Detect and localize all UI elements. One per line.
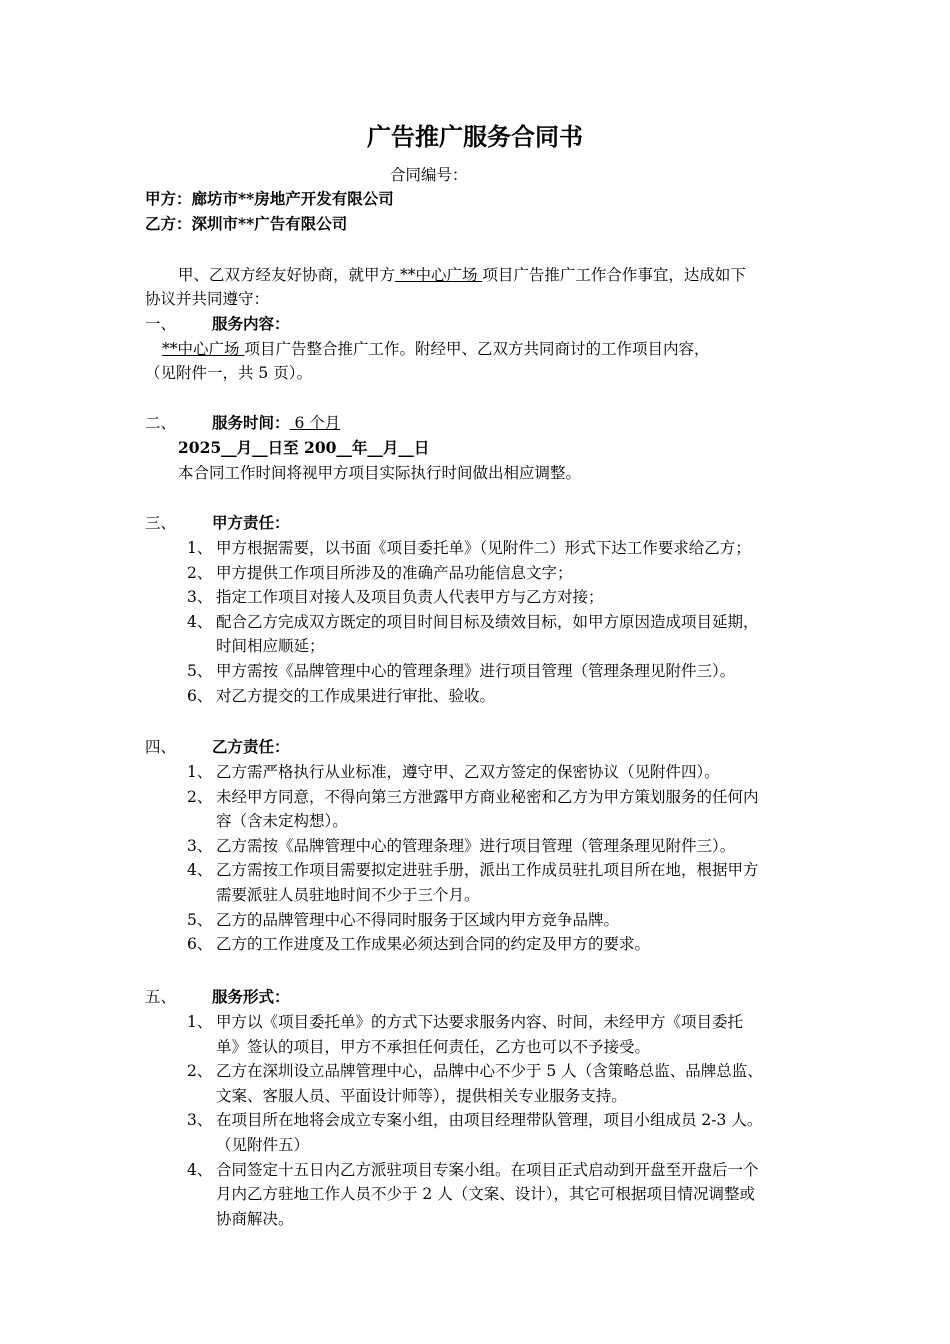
intro-project-name: **中心广场 (395, 266, 483, 284)
section-2-heading-label: 服务时间： (212, 413, 290, 432)
section-4-heading: 乙方责任： (212, 737, 290, 756)
s4-item-5-number: 5、 (187, 911, 213, 929)
s4-item-6-line-1: 乙方的工作进度及工作成果必须达到合同的约定及甲方的要求。 (216, 935, 651, 953)
s4-item-3-line-1: 乙方需按《品牌管理中心的管理条理》进行项目管理（管理条理见附件三）。 (216, 837, 736, 855)
s5-item-3-number: 3、 (187, 1111, 213, 1129)
party-a: 甲方：廊坊市**房地产开发有限公司 (145, 189, 394, 208)
section-5-heading: 服务形式： (212, 987, 290, 1006)
s5-item-4-line-2: 月内乙方驻地工作人员不少于 2 人（文案、设计），其它可根据项目情况调整或 (216, 1185, 755, 1203)
section-4-number: 四、 (145, 738, 177, 756)
s4-item-1-number: 1、 (187, 763, 213, 781)
service-dates: 2025__月__日至 200__年__月__日 (178, 438, 430, 457)
s3-item-2-number: 2、 (187, 564, 213, 582)
intro-paragraph-line2: 协议并共同遵守： (145, 290, 270, 308)
s3-item-6-line-1: 对乙方提交的工作成果进行审批、验收。 (216, 687, 496, 705)
party-b: 乙方：深圳市**广告有限公司 (145, 214, 348, 233)
s4-item-4-number: 4、 (187, 861, 213, 879)
s5-item-1-line-2: 单》签认的项目，甲方不承担任何责任，乙方也可以不予接受。 (216, 1038, 651, 1056)
s3-item-2-line-1: 甲方提供工作项目所涉及的准确产品功能信息文字； (216, 564, 573, 582)
s5-item-3-line-2: （见附件五） (216, 1136, 310, 1154)
s4-item-4-line-2: 需要派驻人员驻地时间不少于三个月。 (216, 886, 480, 904)
s5-item-4-line-1: 合同签定十五日内乙方派驻项目专案小组。在项目正式启动到开盘至开盘后一个 (216, 1161, 759, 1179)
service-duration: 6 个月 (289, 414, 341, 432)
section-2-number: 二、 (145, 414, 177, 432)
s3-item-6-number: 6、 (187, 687, 213, 705)
section-1-heading: 服务内容： (212, 314, 290, 333)
s5-item-2-line-1: 乙方在深圳设立品牌管理中心，品牌中心不少于 5 人（含策略总监、品牌总监、 (216, 1062, 763, 1080)
s4-item-2-line-2: 容（含未定构想）。 (216, 812, 348, 830)
section-3-heading: 甲方责任： (212, 513, 290, 532)
s5-item-1-line-1: 甲方以《项目委托单》的方式下达要求服务内容、时间，未经甲方《项目委托 (216, 1013, 744, 1031)
intro-text-post: 项目广告推广工作合作事宜，达成如下 (482, 266, 746, 284)
s3-item-4-line-2: 时间相应顺延； (216, 637, 325, 655)
section-2-heading (212, 412, 340, 434)
s5-item-4-number: 4、 (187, 1161, 213, 1179)
section-1-description: 项目广告整合推广工作。附经甲、乙双方共同商讨的工作项目内容， (244, 340, 710, 358)
s4-item-2-line-1: 未经甲方同意，不得向第三方泄露甲方商业秘密和乙方为甲方策划服务的任何内 (216, 788, 759, 806)
s5-item-3-line-1: 在项目所在地将会成立专案小组，由项目经理带队管理，项目小组成员 2-3 人。 (216, 1111, 763, 1129)
s3-item-4-line-1: 配合乙方完成双方既定的项目时间目标及绩效目标，如甲方原因造成项目延期， (216, 613, 759, 631)
s3-item-3-number: 3、 (187, 588, 213, 606)
s5-item-2-line-2: 文案、客服人员、平面设计师等），提供相关专业服务支持。 (216, 1087, 627, 1105)
s4-item-1-line-1: 乙方需严格执行从业标准，遵守甲、乙双方签定的保密协议（见附件四）。 (216, 763, 720, 781)
section-1-text (162, 338, 709, 360)
s3-item-3-line-1: 指定工作项目对接人及项目负责人代表甲方与乙方对接； (216, 588, 604, 606)
section-1-number: 一、 (145, 315, 177, 333)
s3-item-1-line-1: 甲方根据需要，以书面《项目委托单》（见附件二）形式下达工作要求给乙方； (216, 539, 751, 557)
document-title: 广告推广服务合同书 (367, 122, 583, 151)
s4-item-5-line-1: 乙方的品牌管理中心不得同时服务于区域内甲方竞争品牌。 (216, 911, 620, 929)
s3-item-5-line-1: 甲方需按《品牌管理中心的管理条理》进行项目管理（管理条理见附件三）。 (216, 662, 736, 680)
s5-item-4-line-3: 协商解决。 (216, 1210, 294, 1228)
s3-item-4-number: 4、 (187, 613, 213, 631)
s4-item-6-number: 6、 (187, 935, 213, 953)
service-time-note: 本合同工作时间将视甲方项目实际执行时间做出相应调整。 (178, 464, 582, 482)
s4-item-3-number: 3、 (187, 837, 213, 855)
s3-item-1-number: 1、 (187, 539, 213, 557)
intro-paragraph (178, 264, 746, 286)
s4-item-2-number: 2、 (187, 788, 213, 806)
intro-text-pre: 甲、乙双方经友好协商，就甲方 (178, 266, 396, 284)
s5-item-1-number: 1、 (187, 1013, 213, 1031)
section-1-project-name: **中心广场 (162, 340, 245, 358)
contract-number-label: 合同编号： (390, 166, 468, 184)
s3-item-5-number: 5、 (187, 662, 213, 680)
s5-item-2-number: 2、 (187, 1062, 213, 1080)
section-1-text-line2: （见附件一，共 5 页）。 (145, 364, 312, 382)
section-3-number: 三、 (145, 514, 177, 532)
section-5-number: 五、 (145, 988, 177, 1006)
s4-item-4-line-1: 乙方需按工作项目需要拟定进驻手册，派出工作成员驻扎项目所在地，根据甲方 (216, 861, 759, 879)
